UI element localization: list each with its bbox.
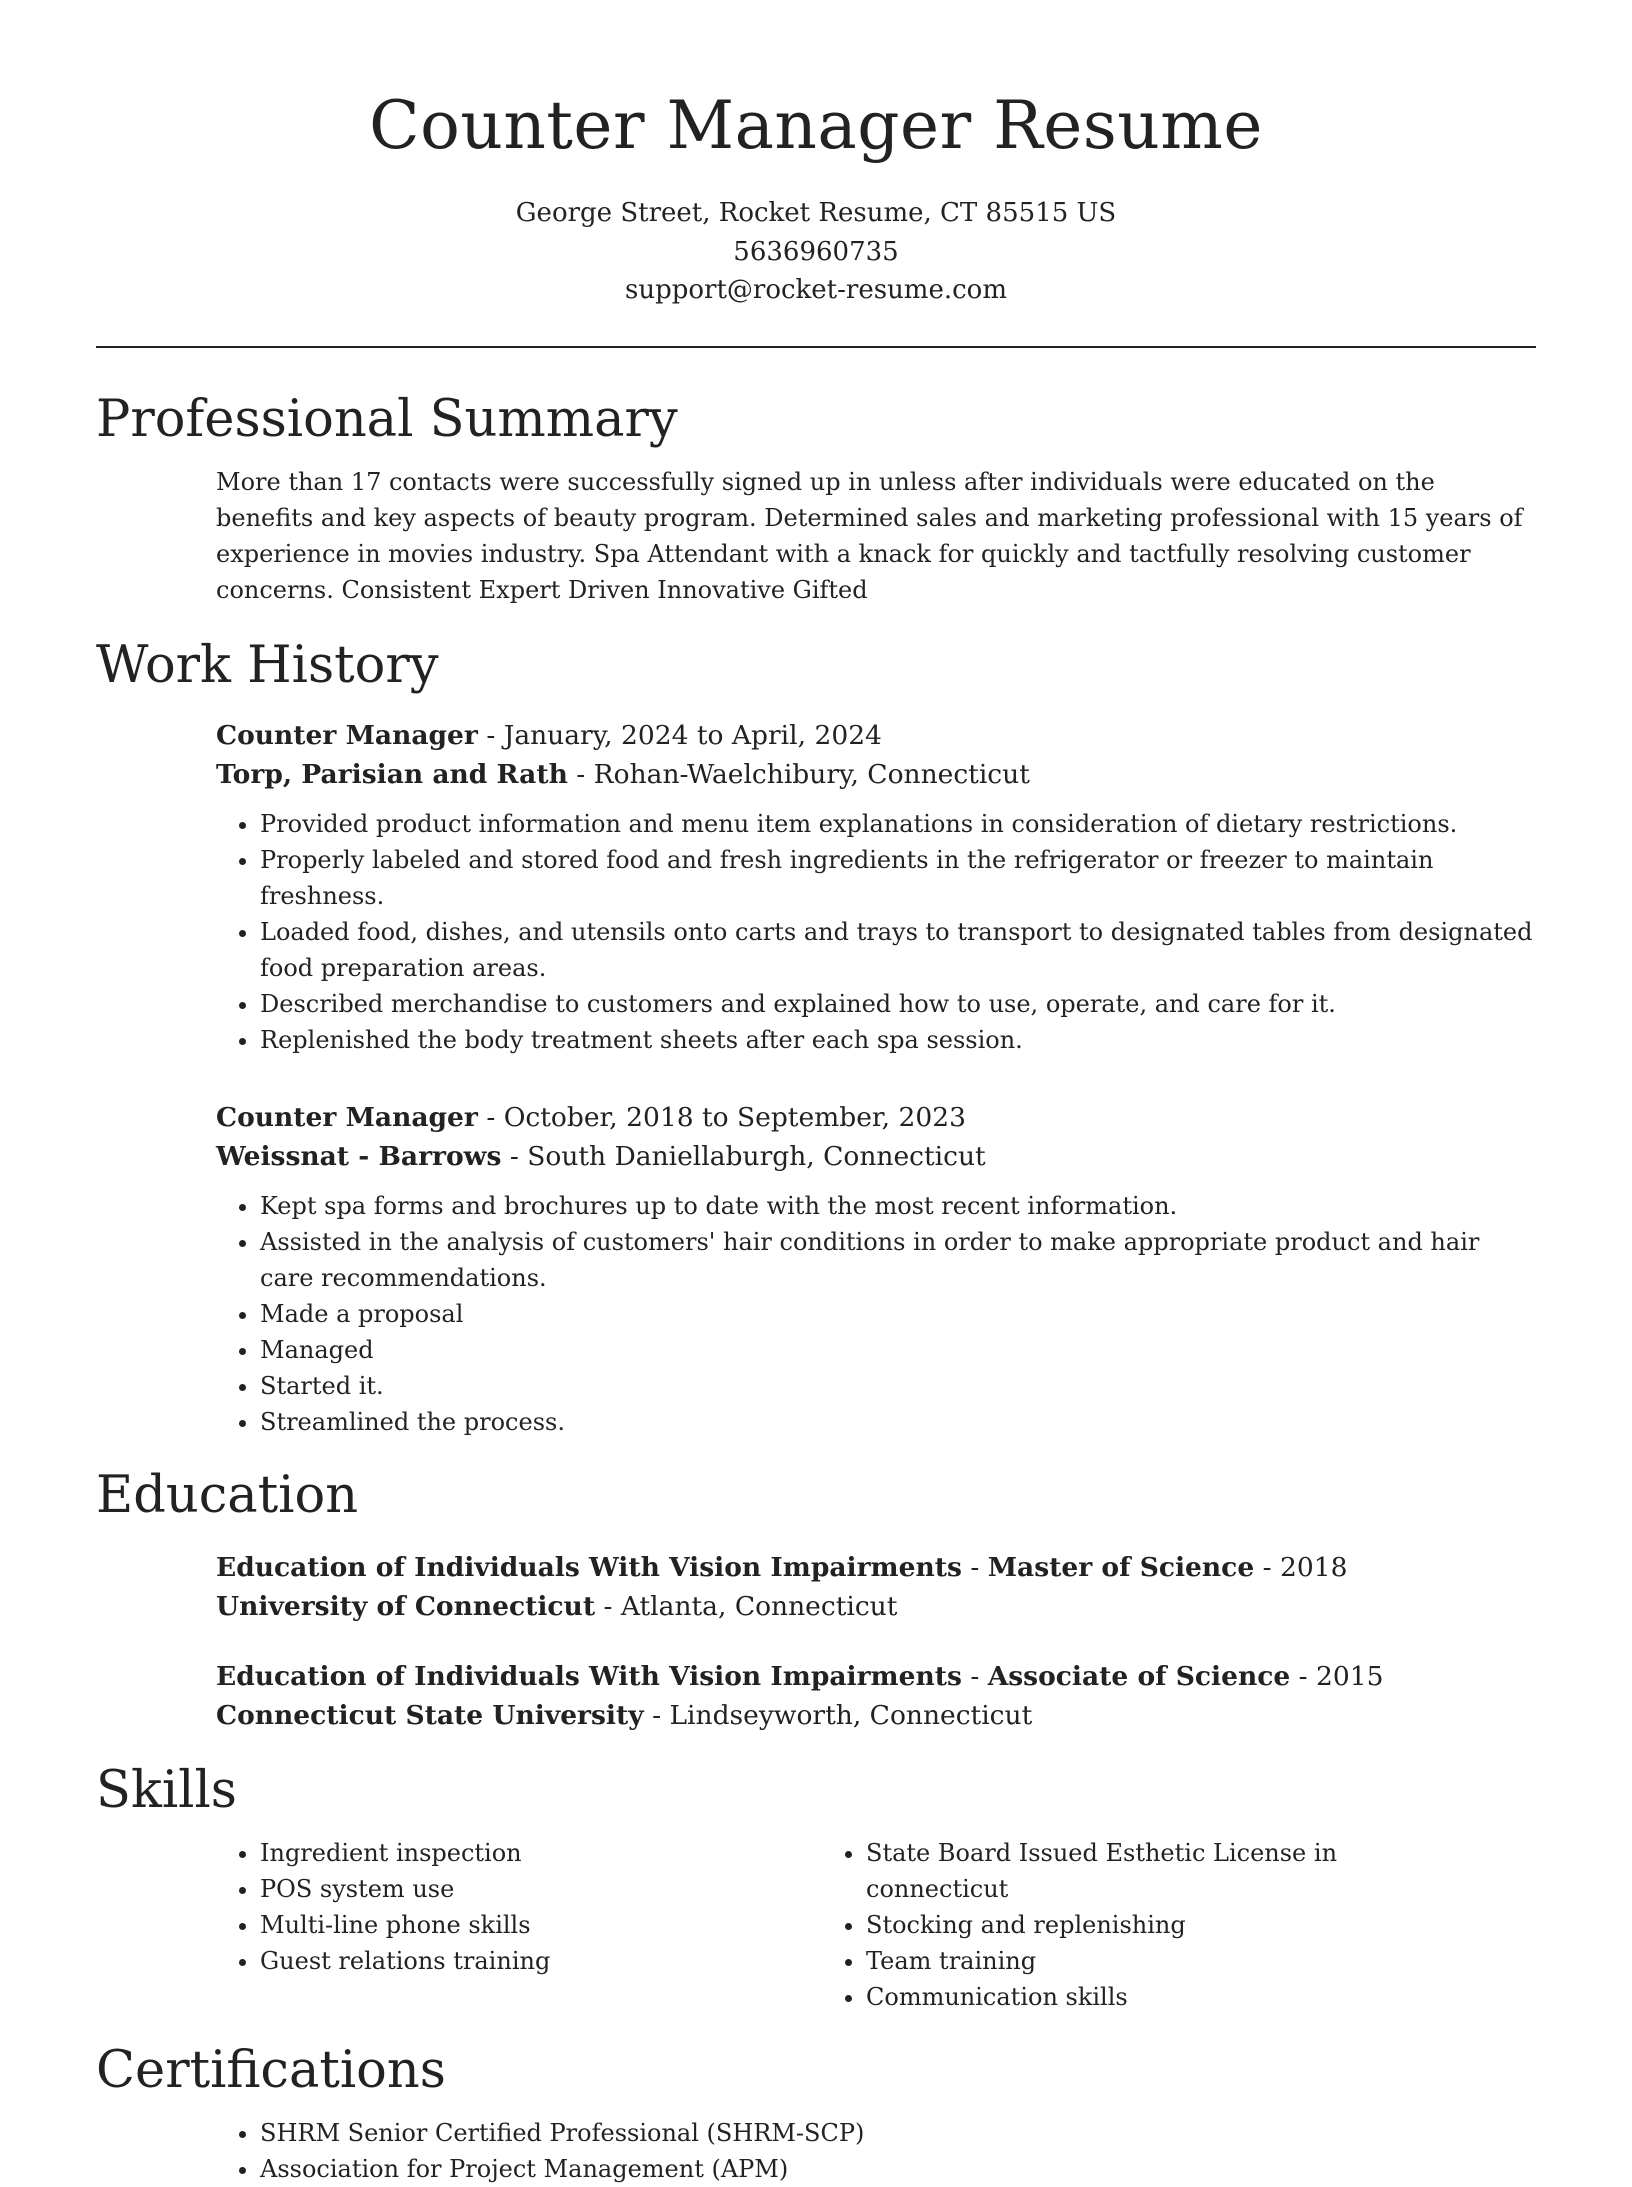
job-title-line bbox=[216, 1098, 1536, 1137]
job-duty-item: • Started it. bbox=[260, 1368, 1536, 1404]
skills-columns bbox=[216, 1835, 1536, 2015]
resume-header bbox=[96, 0, 1536, 310]
skills-list-right bbox=[822, 1835, 1428, 2015]
job-duty-item: • Properly labeled and stored food and fresh ingredients in the refrigerator or freezer to maintain freshness. bbox=[260, 842, 1536, 914]
job-duty-item: • Provided product information and menu item explanations in consideration of dietary restrictions. bbox=[260, 806, 1536, 842]
job-title-line bbox=[216, 716, 1536, 755]
education-field: Education of Individuals With Vision Impairments bbox=[216, 1660, 962, 1692]
header-divider bbox=[96, 346, 1536, 348]
education-degree-line: Education of Individuals With Vision Impairments - Master of Science - 2018 bbox=[216, 1551, 1348, 1583]
job-duties-list bbox=[216, 1188, 1536, 1440]
job-duty-item: • Loaded food, dishes, and utensils onto carts and trays to transport to designated tables from designated food preparation areas. bbox=[260, 914, 1536, 986]
skill-item: • Guest relations training bbox=[260, 1943, 822, 1979]
resume-page bbox=[96, 0, 1536, 2187]
skill-item: • Multi-line phone skills bbox=[260, 1907, 822, 1943]
job-location: - Rohan-Waelchibury, Connecticut bbox=[567, 758, 1030, 790]
certifications-list bbox=[216, 2115, 1536, 2187]
job-entry bbox=[216, 1098, 1536, 1440]
education-school: Connecticut State University bbox=[216, 1699, 644, 1731]
job-duty-item: • Replenished the body treatment sheets after each spa session. bbox=[260, 1022, 1536, 1058]
skill-item: • Ingredient inspection bbox=[260, 1835, 822, 1871]
resume-title: Counter Manager Resume bbox=[369, 87, 1263, 164]
skill-item: • Communication skills bbox=[866, 1979, 1428, 2015]
skill-item: • Team training bbox=[866, 1943, 1428, 1979]
work-history-section-title: Work History bbox=[96, 635, 439, 695]
job-position: Counter Manager bbox=[216, 1101, 478, 1133]
job-company-line bbox=[216, 1137, 1536, 1176]
skills-section-title: Skills bbox=[96, 1760, 237, 1820]
job-company-line bbox=[216, 755, 1536, 794]
certification-item: • Association for Project Management (APM) bbox=[260, 2151, 1536, 2187]
job-dates: - January, 2024 to April, 2024 bbox=[477, 719, 882, 751]
education-degree-line: Education of Individuals With Vision Impairments - Associate of Science - 2015 bbox=[216, 1660, 1384, 1692]
education-year: - 2015 bbox=[1290, 1660, 1384, 1692]
summary-text: More than 17 contacts were successfully signed up in unless after individuals were educated on the benefits and key aspects of beauty program. Determined sales and marketing professional with 15 years of experience in movies industry. Spa Attendant with a knack for quickly and tactfully resolving customer concerns. Consistent Expert Driven Innovative Gifted bbox=[216, 467, 1523, 604]
education-location: - Lindseyworth, Connecticut bbox=[643, 1699, 1033, 1731]
education-entry bbox=[216, 1657, 1536, 1735]
education-school: University of Connecticut bbox=[216, 1590, 596, 1622]
education-location: - Atlanta, Connecticut bbox=[595, 1590, 898, 1622]
job-duties-list bbox=[216, 806, 1536, 1058]
skill-item: • State Board Issued Esthetic License in connecticut bbox=[866, 1835, 1428, 1907]
contact-info bbox=[96, 194, 1536, 310]
education-school-line bbox=[216, 1587, 1536, 1626]
education-year: - 2018 bbox=[1254, 1551, 1348, 1583]
job-position: Counter Manager bbox=[216, 719, 478, 751]
contact-address: George Street, Rocket Resume, CT 85515 US bbox=[515, 198, 1117, 228]
job-location: - South Daniellaburgh, Connecticut bbox=[501, 1140, 986, 1172]
job-duty-item: • Assisted in the analysis of customers' hair conditions in order to make appropriate product and hair care recommendations. bbox=[260, 1224, 1536, 1296]
education-field: Education of Individuals With Vision Impairments bbox=[216, 1551, 962, 1583]
job-dates: - October, 2018 to September, 2023 bbox=[477, 1101, 966, 1133]
education-degree: Associate of Science bbox=[987, 1660, 1291, 1692]
education-degree: Master of Science bbox=[987, 1551, 1255, 1583]
job-duty-item: • Made a proposal bbox=[260, 1296, 1536, 1332]
job-duty-item: • Managed bbox=[260, 1332, 1536, 1368]
education-school-line bbox=[216, 1696, 1536, 1735]
skill-item: • Stocking and replenishing bbox=[866, 1907, 1428, 1943]
skill-item: • POS system use bbox=[260, 1871, 822, 1907]
job-duty-item: • Streamlined the process. bbox=[260, 1404, 1536, 1440]
job-duty-item: • Kept spa forms and brochures up to date with the most recent information. bbox=[260, 1188, 1536, 1224]
education-entry bbox=[216, 1548, 1536, 1626]
job-company: Torp, Parisian and Rath bbox=[216, 758, 568, 790]
job-duty-item: • Described merchandise to customers and explained how to use, operate, and care for it. bbox=[260, 986, 1536, 1022]
summary-section-title: Professional Summary bbox=[96, 389, 678, 449]
certification-item: • SHRM Senior Certified Professional (SHRM-SCP) bbox=[260, 2115, 1536, 2151]
job-entry bbox=[216, 716, 1536, 1058]
skills-list-left bbox=[216, 1835, 822, 2015]
contact-phone: 5636960735 bbox=[733, 236, 899, 267]
education-section-title: Education bbox=[96, 1465, 359, 1525]
certifications-section-title: Certifications bbox=[96, 2040, 446, 2100]
job-company: Weissnat - Barrows bbox=[216, 1140, 502, 1172]
contact-email: support@rocket-resume.com bbox=[624, 275, 1007, 305]
